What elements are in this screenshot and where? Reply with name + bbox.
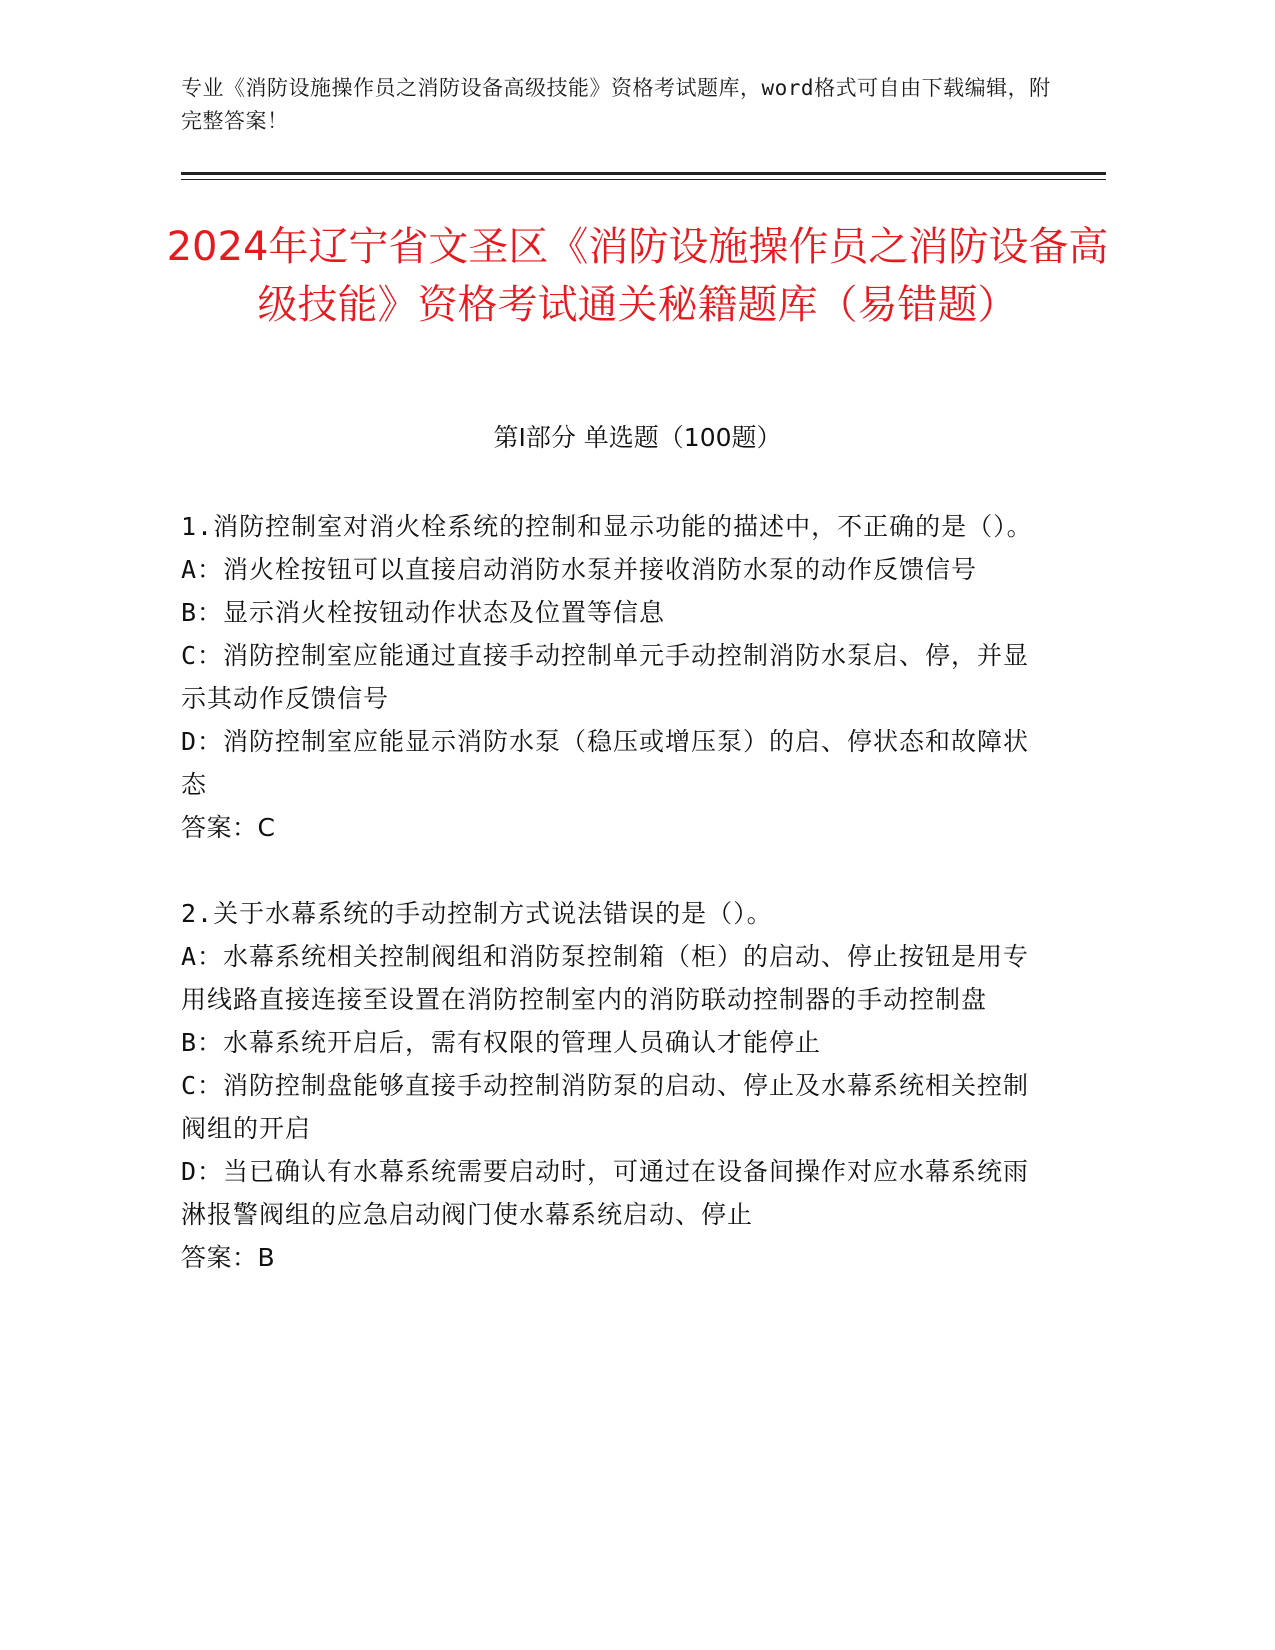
answer: 答案：B	[181, 1243, 276, 1272]
option-a: A：水幕系统相关控制阀组和消防泵控制箱（柜）的启动、停止按钮是用专用线路直接连接至设置在消防控制室内的消防联动控制器的手动控制盘	[181, 942, 1030, 1014]
answer: 答案：C	[181, 813, 276, 842]
option-b: B：水幕系统开启后，需有权限的管理人员确认才能停止	[181, 1028, 822, 1057]
option-c: C：消防控制室应能通过直接手动控制单元手动控制消防水泵启、停，并显示其动作反馈信号	[181, 641, 1030, 713]
header-rule-thick	[181, 172, 1106, 175]
option-d: D：当已确认有水幕系统需要启动时，可通过在设备间操作对应水幕系统雨淋报警阀组的应急启动阀门使水幕系统启动、停止	[181, 1157, 1030, 1229]
question-1	[181, 505, 1051, 849]
option-d: D：消防控制室应能显示消防水泵（稳压或增压泵）的启、停状态和故障状态	[181, 727, 1030, 799]
section-heading: 第Ⅰ部分 单选题（100题）	[493, 423, 782, 452]
question-stem: 1.消防控制室对消火栓系统的控制和显示功能的描述中，不正确的是（）。	[181, 512, 1033, 541]
document-title: 2024年辽宁省文圣区《消防设施操作员之消防设备高级技能》资格考试通关秘籍题库（易错题）	[166, 224, 1109, 328]
header-note: 专业《消防设施操作员之消防设备高级技能》资格考试题库，word格式可自由下载编辑，附完整答案！	[181, 76, 1051, 133]
question-list	[181, 505, 1051, 1322]
option-a: A：消火栓按钮可以直接启动消防水泵并接收消防水泵的动作反馈信号	[181, 555, 978, 584]
question-stem: 2.关于水幕系统的手动控制方式说法错误的是（）。	[181, 899, 773, 928]
option-b: B：显示消火栓按钮动作状态及位置等信息	[181, 598, 666, 627]
option-c: C：消防控制盘能够直接手动控制消防泵的启动、停止及水幕系统相关控制阀组的开启	[181, 1071, 1030, 1143]
question-2	[181, 892, 1051, 1279]
header-rule-thin	[181, 179, 1106, 180]
